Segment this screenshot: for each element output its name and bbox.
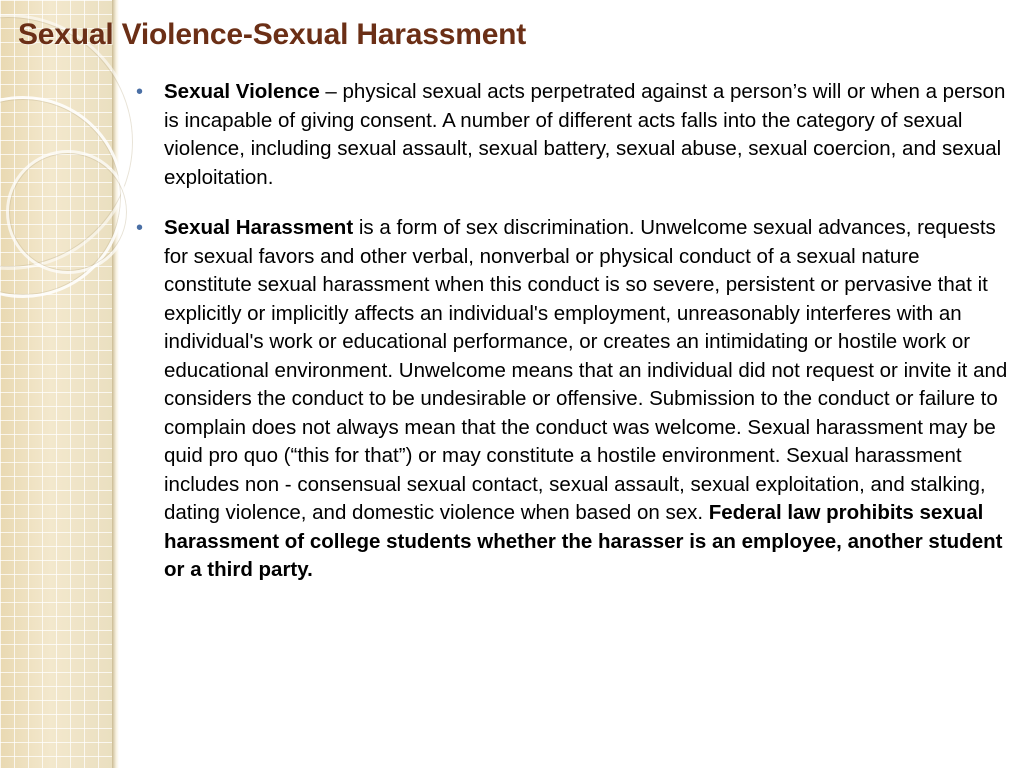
bullet-body-text: is a form of sex discrimination. Unwelcome sexual advances, requests for sexual favors and other verbal, nonverbal or physical conduct of a sexual nature constitute sexual harassment when this conduct is so severe, persistent or pervasive that it explicitly or implicitly affects an individual's employment, unreasonably interferes with an individual's work or educational performance, or creates an intimidating or hostile work or educational environment. Unwelcome means that an individual did not request or invite it and considers the conduct to be undesirable or offensive. Submission to the conduct or failure to complain does not always mean that the conduct was welcome. Sexual harassment may be quid pro quo (“this for that”) or may constitute a hostile environment. Sexual harassment includes non - consensual sexual contact, sexual assault, sexual exploitation, and stalking, dating violence, and domestic violence when based on sex. xyxy=(164,216,1008,524)
bullet-lead-term: Sexual Violence xyxy=(164,80,320,103)
title-bar xyxy=(0,18,1024,62)
bullet-body-text: – physical sexual acts perpetrated against a person’s will or when a person is incapable of giving consent. A number of different acts falls into the category of sexual violence, including sexual assault, sexual battery, sexual abuse, sexual coercion, and sexual exploitation. xyxy=(164,80,1006,189)
bullet-text xyxy=(164,214,1008,585)
bullet-text xyxy=(164,78,1008,192)
slide-body xyxy=(130,78,1008,607)
bullet-icon: • xyxy=(136,81,144,103)
bullet-icon: • xyxy=(136,217,144,239)
decorative-ring-inner-icon xyxy=(6,150,130,274)
page-title: Sexual Violence-Sexual Harassment xyxy=(18,18,527,51)
list-item xyxy=(130,78,1008,192)
bullet-lead-term: Sexual Harassment xyxy=(164,216,354,239)
list-item xyxy=(130,214,1008,585)
bullet-emphasis-text: Federal law prohibits sexual harassment of college students whether the harasser is an employee, another student or a third party. xyxy=(164,501,1003,581)
